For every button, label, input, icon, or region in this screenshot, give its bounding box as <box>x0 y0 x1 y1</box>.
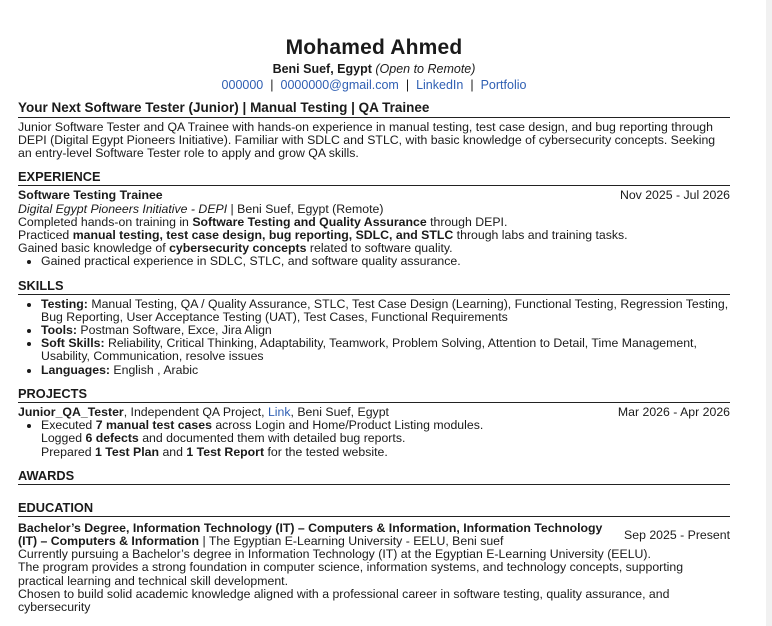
project-title-row <box>18 406 730 420</box>
text-bold: 7 manual test cases <box>95 418 212 433</box>
section-experience-heading: EXPERIENCE <box>18 169 730 186</box>
text: Completed hands-on training in <box>18 214 193 229</box>
email-link[interactable]: 0000000@gmail.com <box>280 78 399 92</box>
section-awards-heading: AWARDS <box>18 468 730 485</box>
skill-label: Tools: <box>41 322 77 337</box>
experience-dates: Nov 2025 - Jul 2026 <box>619 188 730 202</box>
separator: | <box>270 78 274 92</box>
text: and <box>159 444 187 459</box>
skill-item-testing <box>41 298 730 324</box>
location-line <box>18 61 730 77</box>
text: Executed <box>41 418 96 433</box>
summary: Junior Software Tester and QA Trainee with hands-on experience in manual testing, test case design, and bug reporting through DEPI (Digital Egypt Pioneers Initiative). Familiar with SDLC and STLC, with basic knowledge of cybersecurity concepts. Seeking an entry-level Software Tester role to apply and grow QA skills. <box>18 120 716 160</box>
skill-text: Manual Testing, QA / Quality Assurance, STLC, Test Case Design (Learning), Functional Testing, Regression Testing, Bug Reporting, User Acceptance Testing (UAT), Test Cases, Functional Requirements <box>41 296 729 324</box>
project-location: , Beni Suef, Egypt <box>290 404 389 419</box>
education-school: | The Egyptian E-Learning University - EELU, Beni suef <box>199 534 504 549</box>
skill-item-soft-skills <box>41 337 730 363</box>
text: Gained basic knowledge of <box>18 241 170 256</box>
scrollbar[interactable] <box>766 0 772 626</box>
separator: | <box>405 78 410 92</box>
skill-label: Testing: <box>41 296 88 311</box>
experience-bullets <box>18 255 730 268</box>
skill-text: Reliability, Critical Thinking, Adaptability, Teamwork, Problem Solving, Attention to Detail, Time Management, Usability, Communication, resolve issues <box>41 336 697 364</box>
experience-bullet: • Gained practical experience in SDLC, STLC, and software quality assurance. <box>41 255 730 268</box>
phone-link[interactable]: 000000 <box>221 78 264 92</box>
text: related to software quality. <box>306 241 453 256</box>
text-bold: Software Testing and Quality Assurance <box>192 214 427 229</box>
skill-text: English , Arabic <box>110 362 199 377</box>
text: and documented them with detailed bug reports. <box>138 431 406 446</box>
skills-list <box>18 298 730 377</box>
skill-label: Soft Skills: <box>41 336 105 351</box>
project-subtitle: , Independent QA Project, <box>123 404 268 419</box>
skill-item-languages <box>41 364 730 377</box>
education-desc-1: Currently pursuing a Bachelor’s degree in Information Technology (IT) at the Egyptian E-Learning University (EELU). <box>18 547 651 562</box>
text: Practiced <box>18 227 73 242</box>
project-title-line <box>18 406 389 420</box>
education-desc-2: The program provides a strong foundation in computer science, information systems, and technology concepts, supporting practical learning and technical skill development. <box>18 560 684 588</box>
text-bold: 1 Test Plan <box>95 444 160 459</box>
experience-org: Digital Egypt Pioneers Initiative - DEPI <box>18 201 228 216</box>
project-link[interactable]: Link <box>267 404 291 419</box>
experience-org-location: | Beni Suef, Egypt (Remote) <box>227 201 384 216</box>
project-title: Junior_QA_Tester <box>18 404 124 419</box>
text: for the tested website. <box>264 444 388 459</box>
text: across Login and Home/Product Listing modules. <box>211 418 484 433</box>
location-note: (Open to Remote) <box>375 62 476 76</box>
experience-role: Software Testing Trainee <box>18 188 163 202</box>
text-bold: 6 defects <box>85 431 139 446</box>
section-projects-heading: PROJECTS <box>18 386 730 403</box>
project-line-3 <box>18 446 730 459</box>
experience-role-row <box>18 189 730 203</box>
section-skills-heading: SKILLS <box>18 278 730 295</box>
education-desc-3: Chosen to build solid academic knowledge aligned with a professional career in software testing, quality assurance, and cybersecurity <box>18 586 670 615</box>
linkedin-link[interactable]: LinkedIn <box>416 78 464 92</box>
text-bold: manual testing, test case design, bug reporting, SDLC, and STLC <box>72 227 454 242</box>
candidate-name: Mohamed Ahmed <box>285 36 463 59</box>
location: Beni Suef, Egypt <box>272 62 372 76</box>
separator: | <box>470 78 474 92</box>
resume-page <box>18 0 730 614</box>
text: through DEPI. <box>426 214 508 229</box>
section-education-heading: EDUCATION <box>18 500 730 517</box>
skill-label: Languages: <box>41 362 111 377</box>
project-dates: Mar 2026 - Apr 2026 <box>617 404 730 419</box>
text: through labs and training tasks. <box>453 227 628 242</box>
text: Prepared <box>41 444 96 459</box>
headline: Your Next Software Tester (Junior) | Manual Testing | QA Trainee <box>18 100 730 118</box>
portfolio-link[interactable]: Portfolio <box>480 78 527 92</box>
education-degree: Bachelor’s Degree, Information Technology (IT) – Computers & Information, Information Technology (IT) – Computers & Information <box>18 520 603 549</box>
education-title-line <box>18 522 608 548</box>
text-bold: 1 Test Report <box>186 444 265 459</box>
education-row <box>18 522 730 548</box>
education-dates: Sep 2025 - Present <box>624 527 730 542</box>
skill-text: Postman Software, Exce, Jira Align <box>76 322 272 337</box>
contact-line <box>18 77 730 93</box>
text: Logged <box>41 431 86 446</box>
text-bold: cybersecurity concepts <box>169 241 307 256</box>
